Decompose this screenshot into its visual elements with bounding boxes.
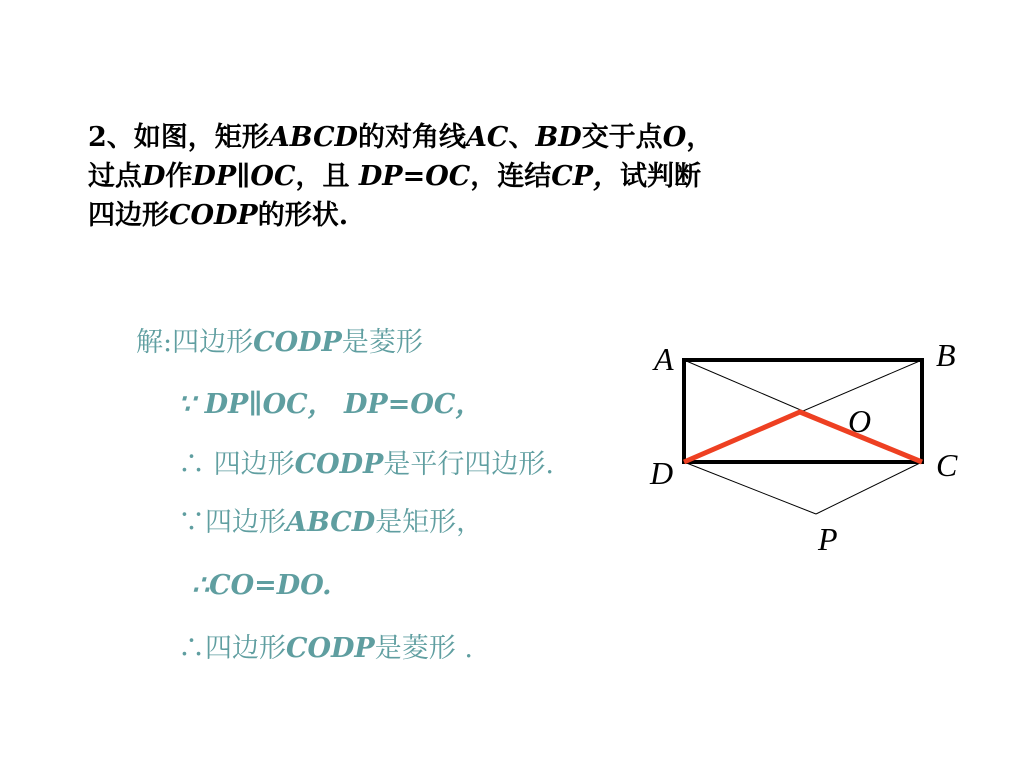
problem-text: 试判断	[620, 161, 702, 192]
problem-math: BD	[535, 122, 582, 153]
solution-text: 是菱形	[341, 327, 423, 358]
solution-line-5: ∴CO=DO.	[192, 570, 332, 601]
solution-text: 是矩形，	[375, 507, 484, 538]
problem-math: D	[142, 161, 166, 192]
label-o: O	[848, 403, 872, 439]
solution-line-2: ∵ DP∥OC， DP=OC，	[178, 389, 483, 420]
label-d: D	[650, 455, 674, 491]
segment-cp	[816, 462, 922, 514]
problem-text: 的对角线	[357, 122, 466, 153]
solution-text: ∴ 四边形	[178, 449, 295, 480]
solution-text: ∵四边形	[178, 507, 286, 538]
label-p: P	[818, 521, 838, 557]
solution-math: ABCD	[286, 507, 376, 538]
problem-math: CP，	[551, 161, 621, 192]
solution-math: CODP	[286, 633, 375, 664]
problem-math: DP∥OC	[192, 161, 296, 192]
problem-math: ABCD	[268, 122, 358, 153]
highlight-do-oc	[684, 412, 922, 462]
problem-math: O	[662, 122, 687, 153]
problem-text: 的形状.	[257, 200, 349, 231]
label-c: C	[936, 447, 958, 483]
solution-text: 解:四边形	[136, 327, 254, 358]
problem-math: DP=OC	[358, 161, 471, 192]
label-b: B	[936, 337, 956, 373]
solution-text: 是平行四边形.	[383, 449, 554, 480]
problem-text: 2、如图，矩形	[88, 122, 269, 153]
solution-text: 是菱形 .	[374, 633, 473, 664]
problem-math: AC	[465, 122, 509, 153]
problem-text: ，	[686, 122, 714, 153]
label-a: A	[654, 341, 674, 377]
problem-text: 交于点	[581, 122, 663, 153]
problem-math: CODP	[169, 200, 258, 231]
problem-text: 四边形	[88, 200, 169, 231]
problem-text: 作	[165, 161, 193, 192]
solution-text: ∴四边形	[178, 633, 286, 664]
segment-dp	[684, 462, 816, 514]
solution-math: CODP	[253, 327, 342, 358]
problem-text: ，连结	[470, 161, 552, 192]
solution-math: CODP	[294, 449, 384, 480]
problem-text: 过点	[88, 161, 142, 192]
problem-text: 、	[508, 122, 536, 153]
problem-text: ，且	[295, 161, 359, 192]
